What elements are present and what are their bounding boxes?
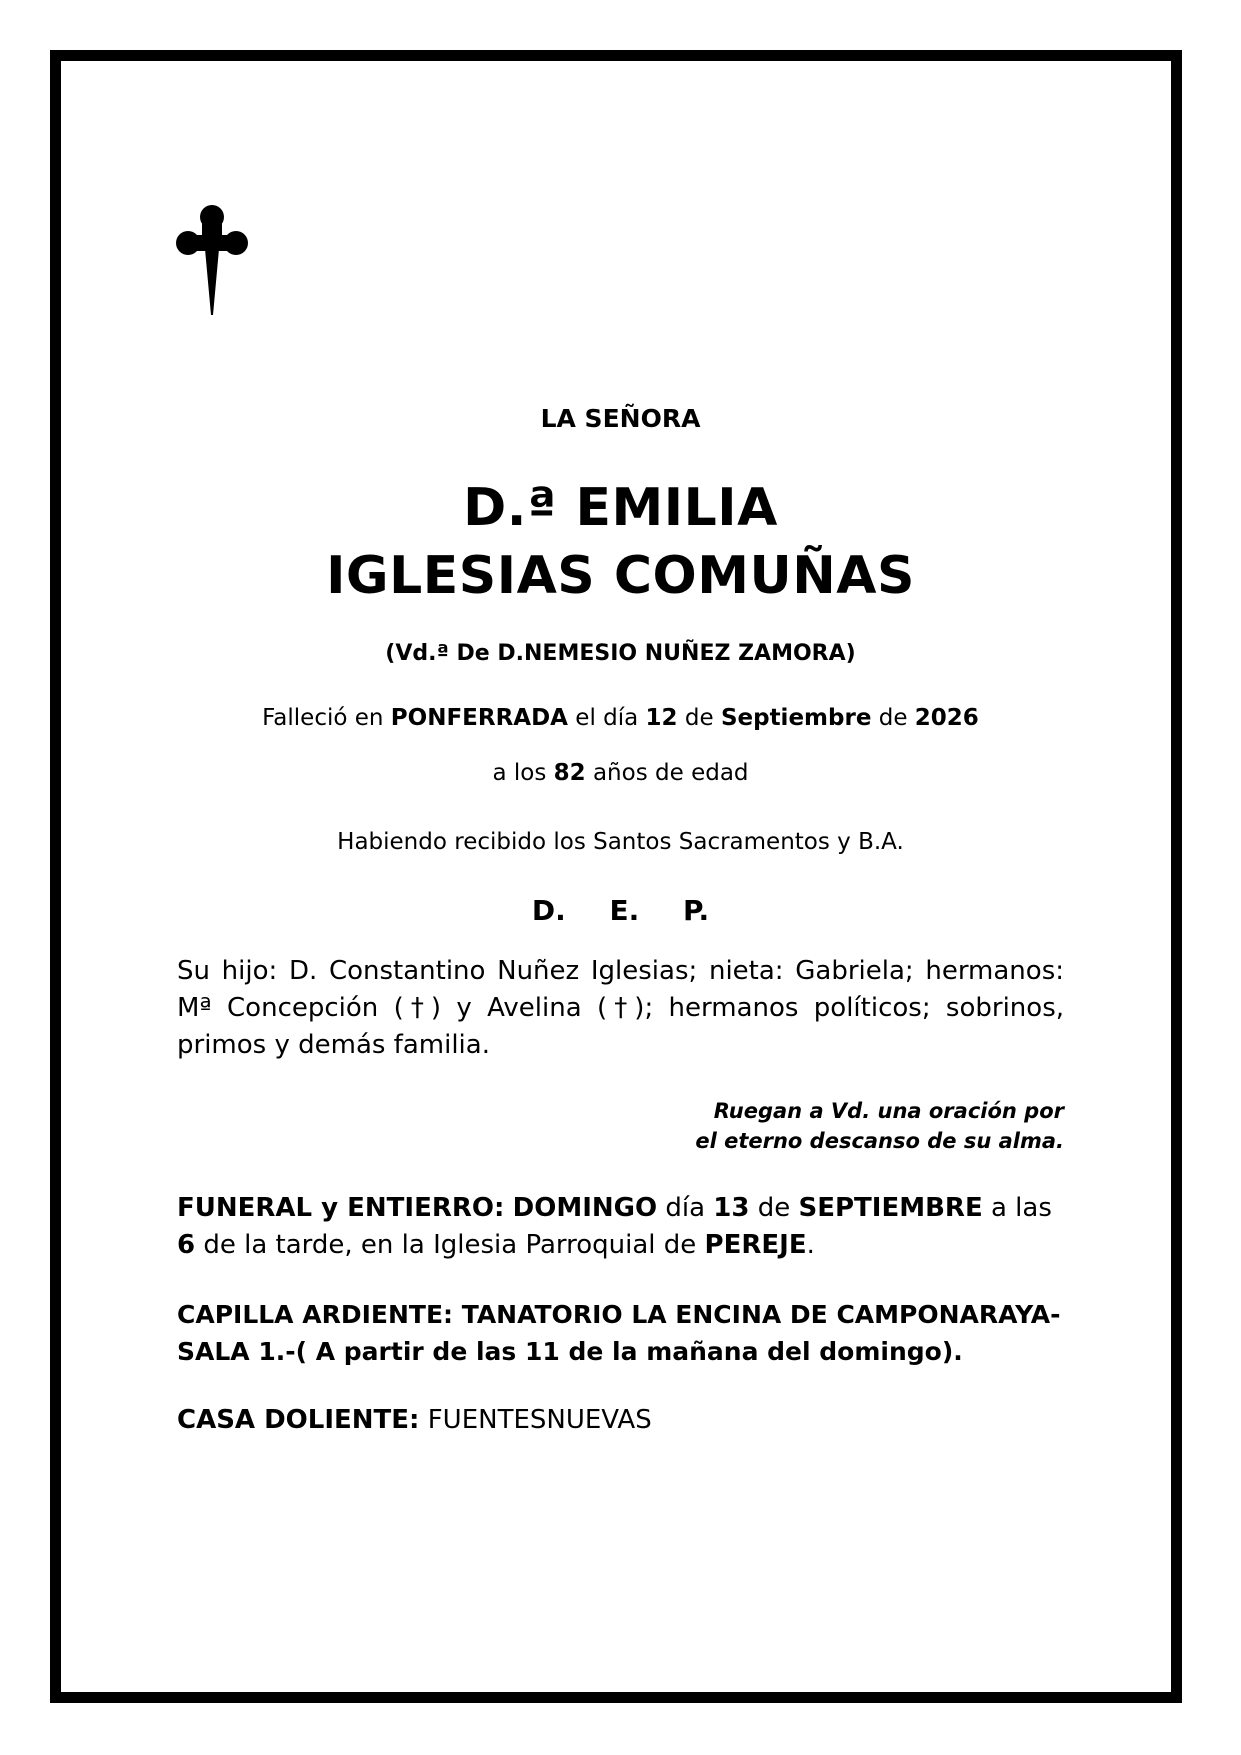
casa-doliente	[177, 1402, 1064, 1439]
name-line-1: D.ª EMILIA	[463, 478, 778, 538]
death-place: PONFERRADA	[390, 705, 568, 731]
family-paragraph: Su hijo: D. Constantino Nuñez Iglesias; nieta: Gabriela; hermanos: Mª Concepción (†) y Avelina (†); hermanos políticos; sobrinos, primos y demás familia.	[177, 956, 1064, 1060]
funeral-hour: 6	[177, 1230, 196, 1260]
name-line-2: IGLESIAS COMUÑAS	[326, 546, 915, 606]
funeral-month: SEPTIEMBRE	[798, 1193, 983, 1223]
cross-icon	[176, 205, 248, 315]
funeral-day: 13	[713, 1193, 750, 1223]
death-day: 12	[645, 705, 678, 731]
funeral-place: PEREJE	[704, 1230, 807, 1260]
funeral-weekday: DOMINGO	[512, 1193, 658, 1223]
widow-of: (Vd.ª De D.NEMESIO NUÑEZ ZAMORA)	[385, 641, 856, 666]
prayer-line-2: el eterno descanso de su alma.	[695, 1129, 1064, 1153]
prayer-request	[177, 1096, 1064, 1156]
prayer-line-1: Ruegan a Vd. una oración por	[713, 1099, 1064, 1123]
death-year: 2026	[914, 705, 979, 731]
heading: LA SEÑORA	[540, 404, 701, 433]
funeral-label: FUNERAL y ENTIERRO:	[177, 1193, 505, 1223]
dep-line: D. E. P.	[531, 894, 710, 927]
death-line: Falleció en PONFERRADA el día 12 de Septiembre de 2026	[262, 705, 979, 731]
casa-value: FUENTESNUEVAS	[427, 1405, 652, 1435]
funeral-paragraph: FUNERAL y ENTIERRO: DOMINGO día 13 de SEPTIEMBRE a las 6 de la tarde, en la Iglesia Parroquial de PEREJE.	[177, 1193, 1052, 1260]
age-years: 82	[553, 760, 586, 786]
deceased-name	[0, 474, 1241, 610]
sacraments-line: Habiendo recibido los Santos Sacramentos y B.A.	[337, 829, 904, 855]
age-line: a los 82 años de edad	[492, 760, 749, 786]
casa-label: CASA DOLIENTE:	[177, 1405, 420, 1435]
capilla-paragraph: CAPILLA ARDIENTE: TANATORIO LA ENCINA DE CAMPONARAYA- SALA 1.-( A partir de las 11 de la mañana del domingo).	[177, 1300, 1061, 1366]
death-month: Septiembre	[720, 705, 872, 731]
